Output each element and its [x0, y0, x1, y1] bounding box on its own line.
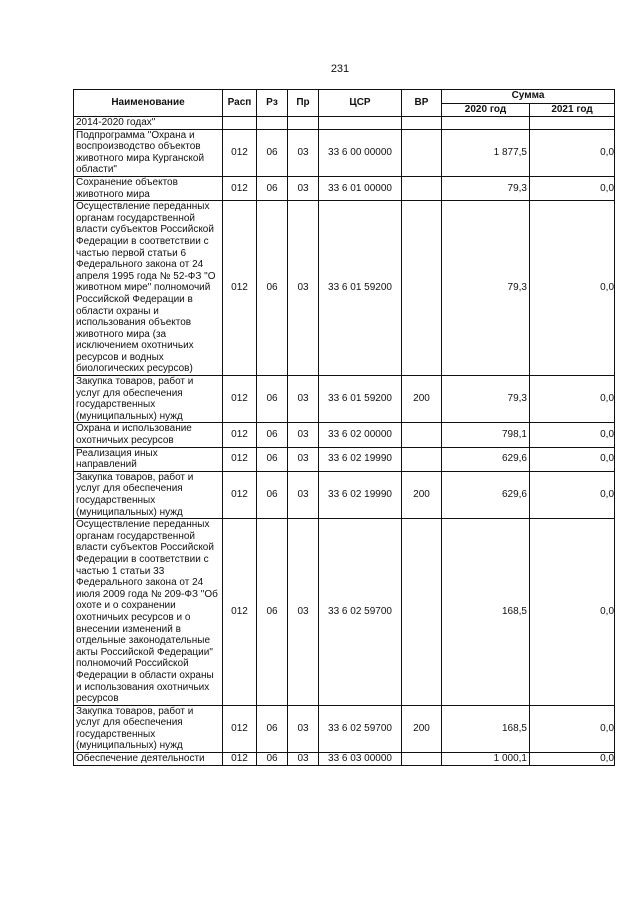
col-header-summa: Сумма	[442, 90, 615, 104]
row-rz-cell: 06	[257, 705, 288, 752]
row-pr-cell: 03	[288, 447, 319, 471]
row-sum-2020-cell: 79,3	[442, 376, 530, 423]
col-header-name: Наименование	[74, 90, 223, 117]
row-vr-cell	[402, 447, 442, 471]
row-rasp-cell: 012	[223, 753, 257, 766]
row-vr-cell: 200	[402, 376, 442, 423]
col-header-rz: Рз	[257, 90, 288, 117]
row-sum-2020-cell	[442, 117, 530, 130]
row-rasp-cell: 012	[223, 705, 257, 752]
row-name-cell: Закупка товаров, работ и услуг для обеспечения государственных (муниципальных) нужд	[74, 705, 223, 752]
row-sum-2020-cell: 79,3	[442, 176, 530, 200]
col-header-vr: ВР	[402, 90, 442, 117]
row-csr-cell: 33 6 01 59200	[319, 201, 402, 376]
row-rz-cell: 06	[257, 471, 288, 518]
row-pr-cell: 03	[288, 376, 319, 423]
row-csr-cell: 33 6 01 59200	[319, 376, 402, 423]
row-sum-2020-cell: 168,5	[442, 519, 530, 706]
row-vr-cell	[402, 753, 442, 766]
row-sum-2020-cell: 79,3	[442, 201, 530, 376]
row-rasp-cell: 012	[223, 376, 257, 423]
row-name-cell: Обеспечение деятельности	[74, 753, 223, 766]
row-sum-2020-cell: 629,6	[442, 471, 530, 518]
row-name-cell: Осуществление переданных органам государственной власти субъектов Российской Федерации в соответствии с частью первой статьи 6 Федерального закона от 24 апреля 1995 года № 52-ФЗ "О животном мире" полномочий Российской Федерации в области охраны и использования объектов животного мира (за исключением охотничьих ресурсов и водных биологических ресурсов)	[74, 201, 223, 376]
row-rasp-cell: 012	[223, 201, 257, 376]
row-rasp-cell	[223, 117, 257, 130]
row-sum-2020-cell: 798,1	[442, 423, 530, 447]
row-name-cell: Закупка товаров, работ и услуг для обеспечения государственных (муниципальных) нужд	[74, 471, 223, 518]
row-pr-cell: 03	[288, 753, 319, 766]
row-name-cell: 2014-2020 годах"	[74, 117, 223, 130]
row-csr-cell: 33 6 02 19990	[319, 447, 402, 471]
row-sum-2021-cell: 0,0	[530, 129, 615, 176]
page-number: 231	[330, 63, 350, 75]
row-vr-cell	[402, 519, 442, 706]
table-row	[74, 519, 615, 706]
row-pr-cell: 03	[288, 423, 319, 447]
row-sum-2021-cell: 0,0	[530, 447, 615, 471]
row-sum-2020-cell: 1 877,5	[442, 129, 530, 176]
row-sum-2021-cell: 0,0	[530, 423, 615, 447]
col-header-pr: Пр	[288, 90, 319, 117]
row-rasp-cell: 012	[223, 447, 257, 471]
row-rz-cell: 06	[257, 176, 288, 200]
row-rz-cell: 06	[257, 376, 288, 423]
row-vr-cell	[402, 201, 442, 376]
row-csr-cell	[319, 117, 402, 130]
header-row	[74, 90, 615, 104]
row-csr-cell: 33 6 02 59700	[319, 519, 402, 706]
row-vr-cell	[402, 117, 442, 130]
row-rasp-cell: 012	[223, 129, 257, 176]
row-csr-cell: 33 6 02 59700	[319, 705, 402, 752]
table-row	[74, 176, 615, 200]
row-sum-2021-cell: 0,0	[530, 201, 615, 376]
row-vr-cell	[402, 129, 442, 176]
row-sum-2021-cell	[530, 117, 615, 130]
table-row	[74, 376, 615, 423]
row-rasp-cell: 012	[223, 423, 257, 447]
col-header-csr: ЦСР	[319, 90, 402, 117]
row-rasp-cell: 012	[223, 519, 257, 706]
row-csr-cell: 33 6 02 19990	[319, 471, 402, 518]
col-header-rasp: Расп	[223, 90, 257, 117]
row-name-cell: Сохранение объектов животного мира	[74, 176, 223, 200]
row-csr-cell: 33 6 03 00000	[319, 753, 402, 766]
row-pr-cell	[288, 117, 319, 130]
row-sum-2021-cell: 0,0	[530, 176, 615, 200]
row-rasp-cell: 012	[223, 471, 257, 518]
table-row	[74, 447, 615, 471]
row-csr-cell: 33 6 02 00000	[319, 423, 402, 447]
table-row	[74, 117, 615, 130]
row-name-cell: Подпрограмма "Охрана и воспроизводство объектов животного мира Курганской области"	[74, 129, 223, 176]
row-sum-2021-cell: 0,0	[530, 753, 615, 766]
row-sum-2021-cell: 0,0	[530, 376, 615, 423]
row-name-cell: Закупка товаров, работ и услуг для обеспечения государственных (муниципальных) нужд	[74, 376, 223, 423]
row-vr-cell: 200	[402, 705, 442, 752]
col-header-2020: 2020 год	[442, 103, 530, 117]
row-pr-cell: 03	[288, 176, 319, 200]
table-row	[74, 705, 615, 752]
row-rz-cell: 06	[257, 753, 288, 766]
row-sum-2021-cell: 0,0	[530, 471, 615, 518]
row-name-cell: Осуществление переданных органам государственной власти субъектов Российской Федерации в соответствии с частью 1 статьи 33 Федерального закона от 24 июля 2009 года № 209-ФЗ "Об охоте и о сохранении охотничьих ресурсов и о внесении изменений в отдельные законодательные акты Российской Федерации" полномочий Российской Федерации в области охраны и использования охотничьих ресурсов	[74, 519, 223, 706]
row-vr-cell	[402, 423, 442, 447]
budget-table	[73, 89, 615, 766]
row-sum-2020-cell: 1 000,1	[442, 753, 530, 766]
table-row	[74, 471, 615, 518]
row-csr-cell: 33 6 01 00000	[319, 176, 402, 200]
row-rz-cell: 06	[257, 519, 288, 706]
row-sum-2020-cell: 168,5	[442, 705, 530, 752]
row-rz-cell: 06	[257, 201, 288, 376]
row-name-cell: Охрана и использование охотничьих ресурсов	[74, 423, 223, 447]
row-sum-2021-cell: 0,0	[530, 705, 615, 752]
row-pr-cell: 03	[288, 201, 319, 376]
table-row	[74, 753, 615, 766]
table-row	[74, 201, 615, 376]
row-name-cell: Реализация иных направлений	[74, 447, 223, 471]
row-sum-2020-cell: 629,6	[442, 447, 530, 471]
row-pr-cell: 03	[288, 471, 319, 518]
row-rz-cell	[257, 117, 288, 130]
row-pr-cell: 03	[288, 129, 319, 176]
row-rz-cell: 06	[257, 129, 288, 176]
col-header-2021: 2021 год	[530, 103, 615, 117]
row-rz-cell: 06	[257, 423, 288, 447]
table-row	[74, 423, 615, 447]
row-pr-cell: 03	[288, 519, 319, 706]
row-sum-2021-cell: 0,0	[530, 519, 615, 706]
row-pr-cell: 03	[288, 705, 319, 752]
row-vr-cell: 200	[402, 471, 442, 518]
row-rz-cell: 06	[257, 447, 288, 471]
row-rasp-cell: 012	[223, 176, 257, 200]
row-csr-cell: 33 6 00 00000	[319, 129, 402, 176]
table-row	[74, 129, 615, 176]
row-vr-cell	[402, 176, 442, 200]
